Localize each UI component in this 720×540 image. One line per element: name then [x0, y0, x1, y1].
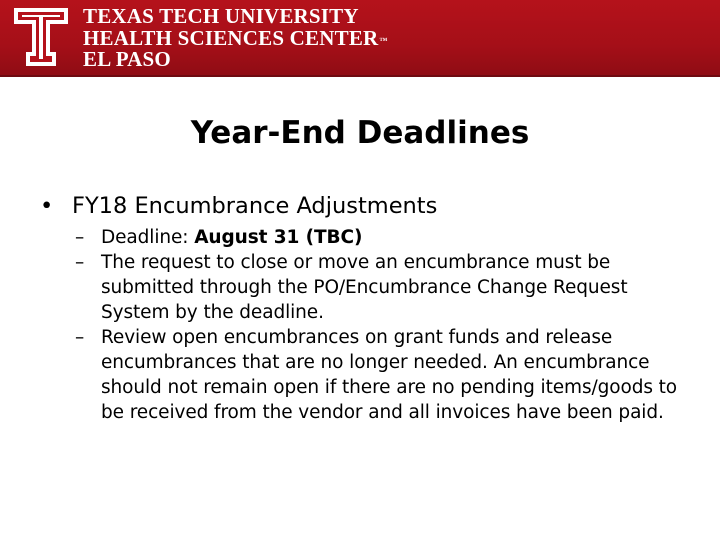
trademark-symbol: ™ — [379, 35, 388, 45]
main-bullet-text: FY18 Encumbrance Adjustments — [72, 193, 438, 219]
dash-marker: – — [75, 252, 85, 273]
double-t-logo-icon — [12, 6, 70, 68]
sub-bullet-deadline — [40, 225, 690, 250]
dash-marker: – — [75, 227, 85, 248]
sub-bullet-list — [40, 225, 690, 425]
sub-bullet-review — [40, 325, 690, 425]
org-name-line-2-text: HEALTH SCIENCES CENTER — [83, 26, 379, 50]
main-bullet — [40, 190, 690, 222]
sub-bullet-text: Review open encumbrances on grant funds and release encumbrances that are no longer needed. An encumbrance should not remain open if there are no pending items/goods to be received from the vendor and all invoices have been paid. — [101, 327, 678, 423]
slide-content — [40, 190, 690, 425]
org-name-line-1: TEXAS TECH UNIVERSITY — [83, 4, 359, 28]
deadline-date: August 31 (TBC) — [194, 227, 363, 248]
deadline-label: Deadline: — [101, 227, 195, 248]
sub-bullet-request — [40, 250, 690, 325]
header-banner — [0, 0, 720, 77]
dash-marker: – — [75, 327, 85, 348]
slide-title: Year-End Deadlines — [190, 115, 530, 151]
sub-bullet-text: The request to close or move an encumbrance must be submitted through the PO/Encumbrance Change Request System by the deadline. — [101, 252, 628, 323]
bullet-marker: • — [40, 193, 54, 219]
org-name-line-3: EL PASO — [83, 47, 171, 71]
